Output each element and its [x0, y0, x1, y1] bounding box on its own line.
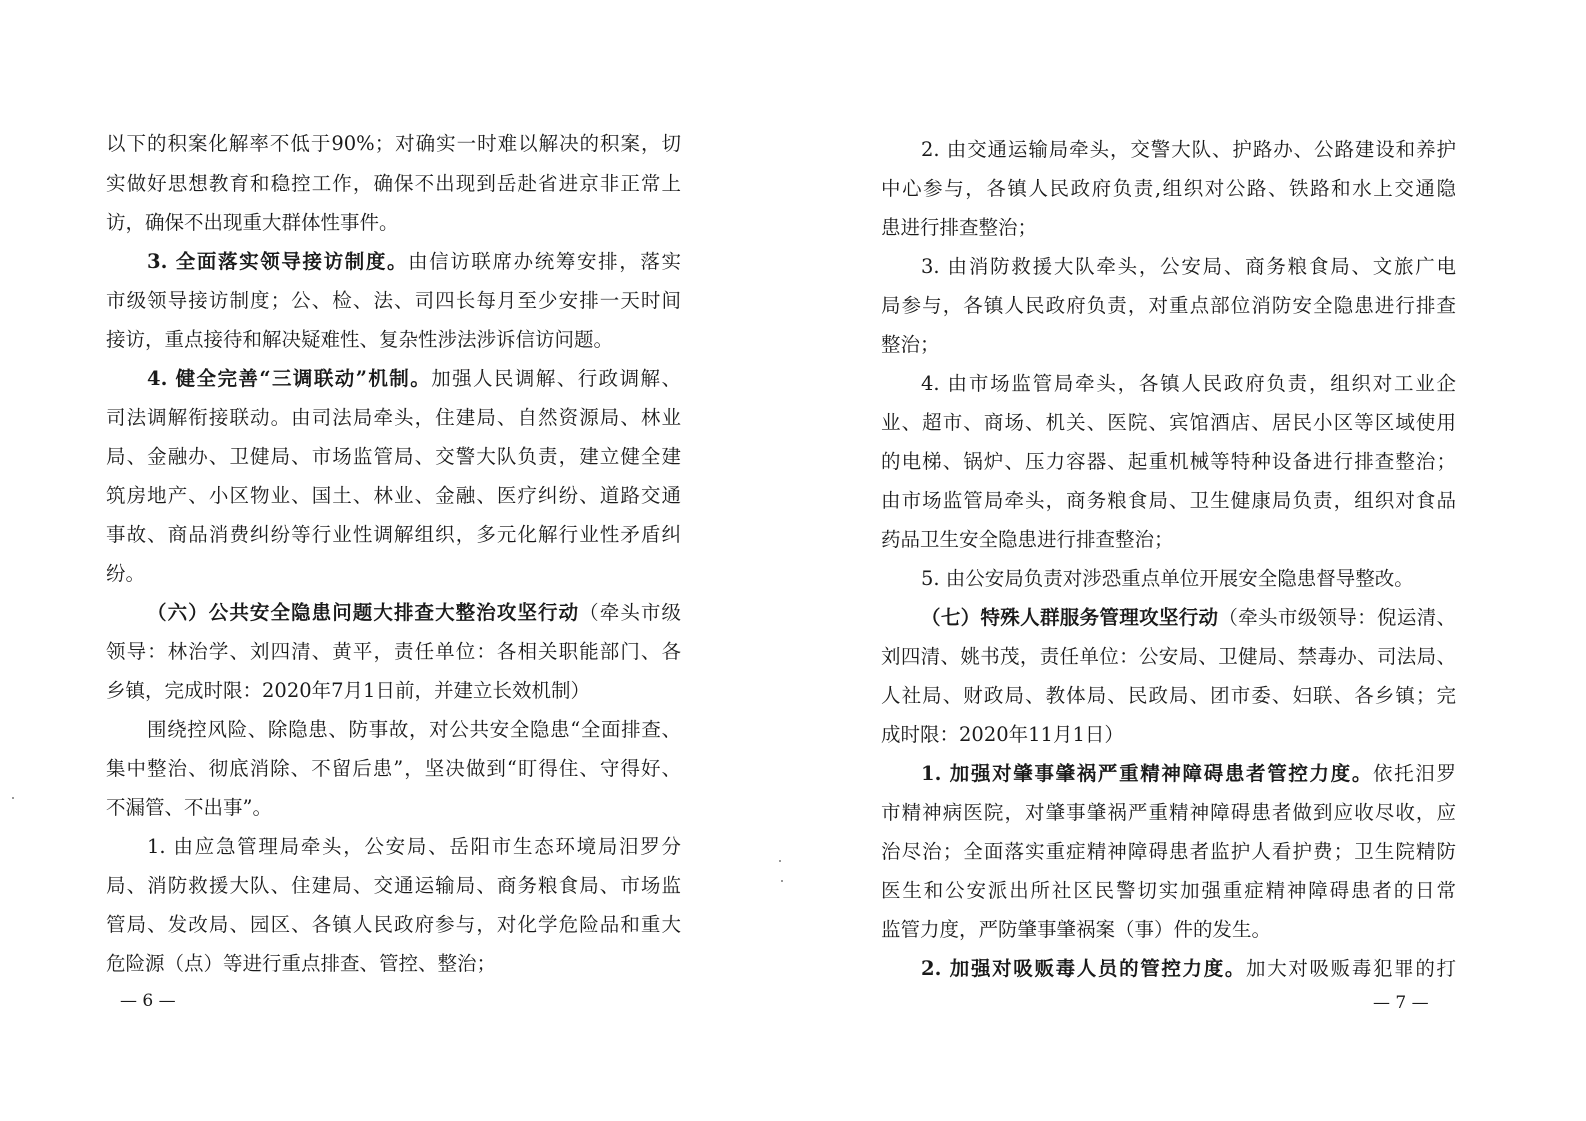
- line-text: 局、消防救援大队、住建局、交通运输局、商务粮食局、市场监: [106, 874, 681, 897]
- bold-heading: 2. 加强对吸贩毒人员的管控力度。: [921, 957, 1247, 980]
- section-heading-line: [147, 249, 681, 275]
- paragraph-line: [881, 332, 1456, 358]
- paragraph-line: [881, 722, 1456, 748]
- line-text: 司法调解衔接联动。由司法局牵头，住建局、自然资源局、林业: [106, 406, 681, 429]
- line-text: 的电梯、锅炉、压力容器、起重机械等特种设备进行排查整治；: [881, 450, 1456, 473]
- paragraph-line: [921, 254, 1456, 280]
- paragraph-line: [106, 561, 681, 587]
- paragraph-line: [881, 449, 1456, 475]
- page-number: — 6 —: [120, 991, 176, 1011]
- bold-heading: （六）公共安全隐患问题大排查大整治攻坚行动: [147, 601, 580, 624]
- paragraph-line: [881, 800, 1456, 826]
- paragraph-line: [921, 371, 1456, 397]
- paragraph-line: [106, 756, 681, 782]
- scan-speck: [12, 797, 14, 799]
- line-text: 事故、商品消费纠纷等行业性调解组织，多元化解行业性矛盾纠: [106, 523, 681, 546]
- paragraph-line: [881, 839, 1456, 865]
- line-text: 由市场监管局牵头，商务粮食局、卫生健康局负责，组织对食品: [881, 489, 1456, 512]
- line-text: 治尽治；全面落实重症精神障碍患者监护人看护费；卫生院精防: [881, 840, 1456, 863]
- paragraph-line: [106, 678, 681, 704]
- line-text: 领导：林治学、刘四清、黄平，责任单位：各相关职能部门、各: [106, 640, 681, 663]
- line-text: 纷。: [106, 562, 146, 585]
- line-text: 刘四清、姚书茂，责任单位：公安局、卫健局、禁毒办、司法局、: [881, 645, 1456, 668]
- paragraph-line: [881, 644, 1456, 670]
- line-text: 局、金融办、卫健局、市场监管局、交警大队负责，建立健全建: [106, 445, 681, 468]
- section-heading-line: [921, 605, 1456, 631]
- line-text: 3. 由消防救援大队牵头，公安局、商务粮食局、文旅广电: [921, 255, 1456, 278]
- paragraph-line: [106, 522, 681, 548]
- line-text: （牵头市级: [579, 601, 681, 624]
- section-heading-line: [147, 366, 681, 392]
- paragraph-line: [106, 210, 681, 236]
- section-heading-line: [921, 956, 1456, 982]
- paragraph-line: [106, 873, 681, 899]
- line-text: 访，确保不出现重大群体性事件。: [106, 211, 399, 234]
- line-text: 接访，重点接待和解决疑难性、复杂性涉法涉诉信访问题。: [106, 328, 614, 351]
- line-text: 筑房地产、小区物业、国土、林业、金融、医疗纠纷、道路交通: [106, 484, 681, 507]
- line-text: 局参与，各镇人民政府负责，对重点部位消防安全隐患进行排查: [881, 294, 1456, 317]
- line-text: 由信访联席办统筹安排，落实: [408, 250, 681, 273]
- paragraph-line: [106, 131, 681, 157]
- paragraph-line: [881, 488, 1456, 514]
- line-text: 2. 由交通运输局牵头，交警大队、护路办、公路建设和养护: [921, 138, 1456, 161]
- paragraph-line: [881, 176, 1456, 202]
- paragraph-line: [106, 405, 681, 431]
- scan-speck: [781, 880, 783, 882]
- line-text: 加强人民调解、行政调解、: [431, 367, 681, 390]
- paragraph-line: [106, 444, 681, 470]
- line-text: 集中整治、彻底消除、不留后患”，坚决做到“盯得住、守得好、: [106, 757, 681, 780]
- bold-heading: （七）特殊人群服务管理攻坚行动: [921, 606, 1219, 629]
- line-text: 依托汨罗: [1373, 762, 1456, 785]
- right-page-body: [793, 0, 1586, 1121]
- line-text: 医生和公安派出所社区民警切实加强重症精神障碍患者的日常: [881, 879, 1456, 902]
- right-page: [793, 0, 1586, 1121]
- line-text: 监管力度，严防肇事肇祸案（事）件的发生。: [881, 918, 1272, 941]
- line-text: 市精神病医院，对肇事肇祸严重精神障碍患者做到应收尽收，应: [881, 801, 1456, 824]
- paragraph-line: [921, 137, 1456, 163]
- paragraph-line: [881, 878, 1456, 904]
- line-text: 市级领导接访制度；公、检、法、司四长每月至少安排一天时间: [106, 289, 681, 312]
- paragraph-line: [881, 527, 1456, 553]
- bold-heading: 3. 全面落实领导接访制度。: [147, 250, 409, 273]
- paragraph-line: [881, 293, 1456, 319]
- line-text: （牵头市级领导：倪运清、: [1218, 606, 1456, 629]
- paragraph-line: [147, 717, 681, 743]
- paragraph-line: [881, 215, 1456, 241]
- paragraph-line: [106, 171, 681, 197]
- line-text: 人社局、财政局、教体局、民政局、团市委、妇联、各乡镇；完: [881, 684, 1456, 707]
- paragraph-line: [106, 288, 681, 314]
- line-text: 管局、发改局、园区、各镇人民政府参与，对化学危险品和重大: [106, 913, 681, 936]
- paragraph-line: [106, 951, 681, 977]
- paragraph-line: [881, 683, 1456, 709]
- paragraph-line: [147, 834, 681, 860]
- line-text: 整治；: [881, 333, 940, 356]
- section-heading-line: [921, 761, 1456, 787]
- section-heading-line: [147, 600, 681, 626]
- paragraph-line: [881, 917, 1456, 943]
- line-text: 1. 由应急管理局牵头，公安局、岳阳市生态环境局汨罗分: [147, 835, 681, 858]
- page-number: — 7 —: [1373, 993, 1429, 1013]
- line-text: 不漏管、不出事”。: [106, 796, 272, 819]
- line-text: 患进行排查整治；: [881, 216, 1038, 239]
- line-text: 业、超市、商场、机关、医院、宾馆酒店、居民小区等区域使用: [881, 411, 1456, 434]
- paragraph-line: [106, 912, 681, 938]
- paragraph-line: [106, 639, 681, 665]
- line-text: 4. 由市场监管局牵头，各镇人民政府负责，组织对工业企: [921, 372, 1456, 395]
- line-text: 药品卫生安全隐患进行排查整治；: [881, 528, 1174, 551]
- line-text: 危险源（点）等进行重点排查、管控、整治；: [106, 952, 497, 975]
- line-text: 加大对吸贩毒犯罪的打: [1246, 957, 1456, 980]
- line-text: 实做好思想教育和稳控工作，确保不出现到岳赴省进京非正常上: [106, 172, 681, 195]
- line-text: 围绕控风险、除隐患、防事故，对公共安全隐患“全面排查、: [147, 718, 681, 741]
- bold-heading: 1. 加强对肇事肇祸严重精神障碍患者管控力度。: [921, 762, 1373, 785]
- line-text: 以下的积案化解率不低于90%；对确实一时难以解决的积案，切: [106, 132, 681, 155]
- paragraph-line: [106, 795, 681, 821]
- scan-speck: [779, 860, 781, 862]
- line-text: 成时限：2020年11月1日）: [881, 723, 1124, 746]
- paragraph-line: [921, 566, 1456, 592]
- line-text: 5. 由公安局负责对涉恐重点单位开展安全隐患督导整改。: [921, 567, 1414, 590]
- paragraph-line: [881, 410, 1456, 436]
- paragraph-line: [106, 327, 681, 353]
- bold-heading: 4. 健全完善“三调联动”机制。: [147, 367, 432, 390]
- line-text: 乡镇，完成时限：2020年7月1日前，并建立长效机制）: [106, 679, 590, 702]
- line-text: 中心参与，各镇人民政府负责,组织对公路、铁路和水上交通隐: [881, 177, 1456, 200]
- paragraph-line: [106, 483, 681, 509]
